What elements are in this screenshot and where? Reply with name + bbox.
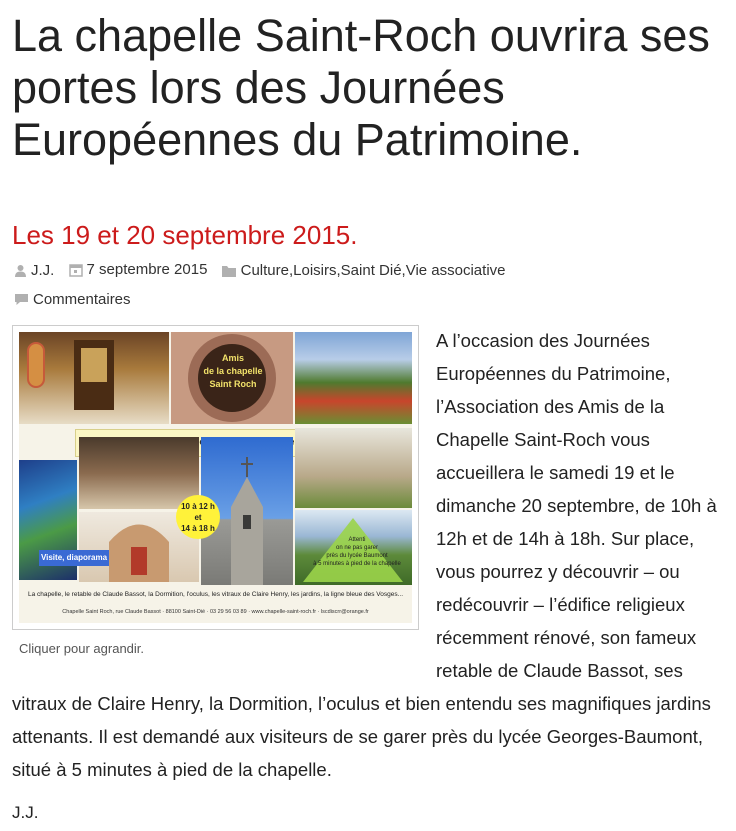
category-separator: , — [336, 262, 341, 279]
article-subtitle: Les 19 et 20 septembre 2015. — [12, 220, 358, 250]
folder-icon — [222, 265, 237, 277]
category-separator: , — [401, 262, 406, 279]
meta-categories — [222, 257, 506, 284]
post-date: 7 septembre 2015 — [86, 261, 208, 278]
article-body-wrapper — [12, 324, 734, 786]
category-link-loisirs[interactable]: Loisirs — [293, 262, 337, 279]
poster-visite-label: Visite, diaporama — [39, 550, 109, 566]
comments-link[interactable]: Commentaires — [33, 290, 131, 308]
poster-banner: septembre — [75, 429, 375, 457]
article-title: La chapelle Saint-Roch ouvrira ses portes lors des Journées Européennes du Patrimoine. — [12, 10, 710, 165]
category-link-vie-associative[interactable]: Vie associative — [405, 262, 506, 279]
poster-caption-line2: Chapelle Saint Roch, rue Claude Bassot · 88100 Saint-Dié · 03 29 56 03 89 · www.chapelle-saint-roch.fr · lscdiscrr@orange.fr — [62, 609, 369, 615]
poster-hours-badge: 10 à 12 h et 14 à 18 h — [176, 495, 220, 539]
user-icon — [14, 264, 27, 277]
article-meta — [14, 256, 734, 315]
figure-spacer — [12, 324, 436, 680]
poster-caption-line1: La chapelle, le retable de Claude Bassot, la Dormition, l'oculus, les vitraux de Claire Henry, les jardins, la ligne bleue des Vosges... — [27, 591, 404, 598]
article-body: A l’occasion des Journées Européennes du Patrimoine, l’Association des Amis de la Chapelle Saint-Roch vous accueillera le samedi 19 et le dimanche 20 septembre, de 10h à 12h et de 14h à 18h. Sur place, vous pourrez y découvrir – ou redécouvrir – l’édifice religieux récemment rénové, son fameux retable de Claude Bassot, ses vitraux de Claire Henry, la Dormition, l’oculus et bien entendu ses magnifiques jardins attenants. Il est demandé aux visiteurs de se garer près du lycée Georges-Baumont, situé à 5 minutes à pied de la chapelle. — [12, 330, 717, 780]
poster-parking-note: Attenti on ne pas garer près du lycée Baumont à 5 minutes à pied de la chapelle — [313, 537, 401, 567]
meta-date — [69, 256, 208, 283]
category-separator: , — [288, 262, 294, 279]
category-link-saint-die[interactable]: Saint Dié — [340, 262, 402, 279]
figure-caption: Cliquer pour agrandir. — [19, 641, 145, 656]
comment-icon — [14, 293, 29, 306]
author-name[interactable]: J.J. — [31, 261, 55, 279]
article-signature: J.J. — [12, 803, 39, 822]
category-link-culture[interactable]: Culture — [240, 262, 289, 279]
poster-amis-label: Amis de la chapelle Saint Roch — [203, 353, 263, 389]
meta-comments[interactable] — [14, 286, 131, 313]
calendar-icon — [69, 263, 83, 277]
meta-author[interactable] — [14, 257, 54, 284]
